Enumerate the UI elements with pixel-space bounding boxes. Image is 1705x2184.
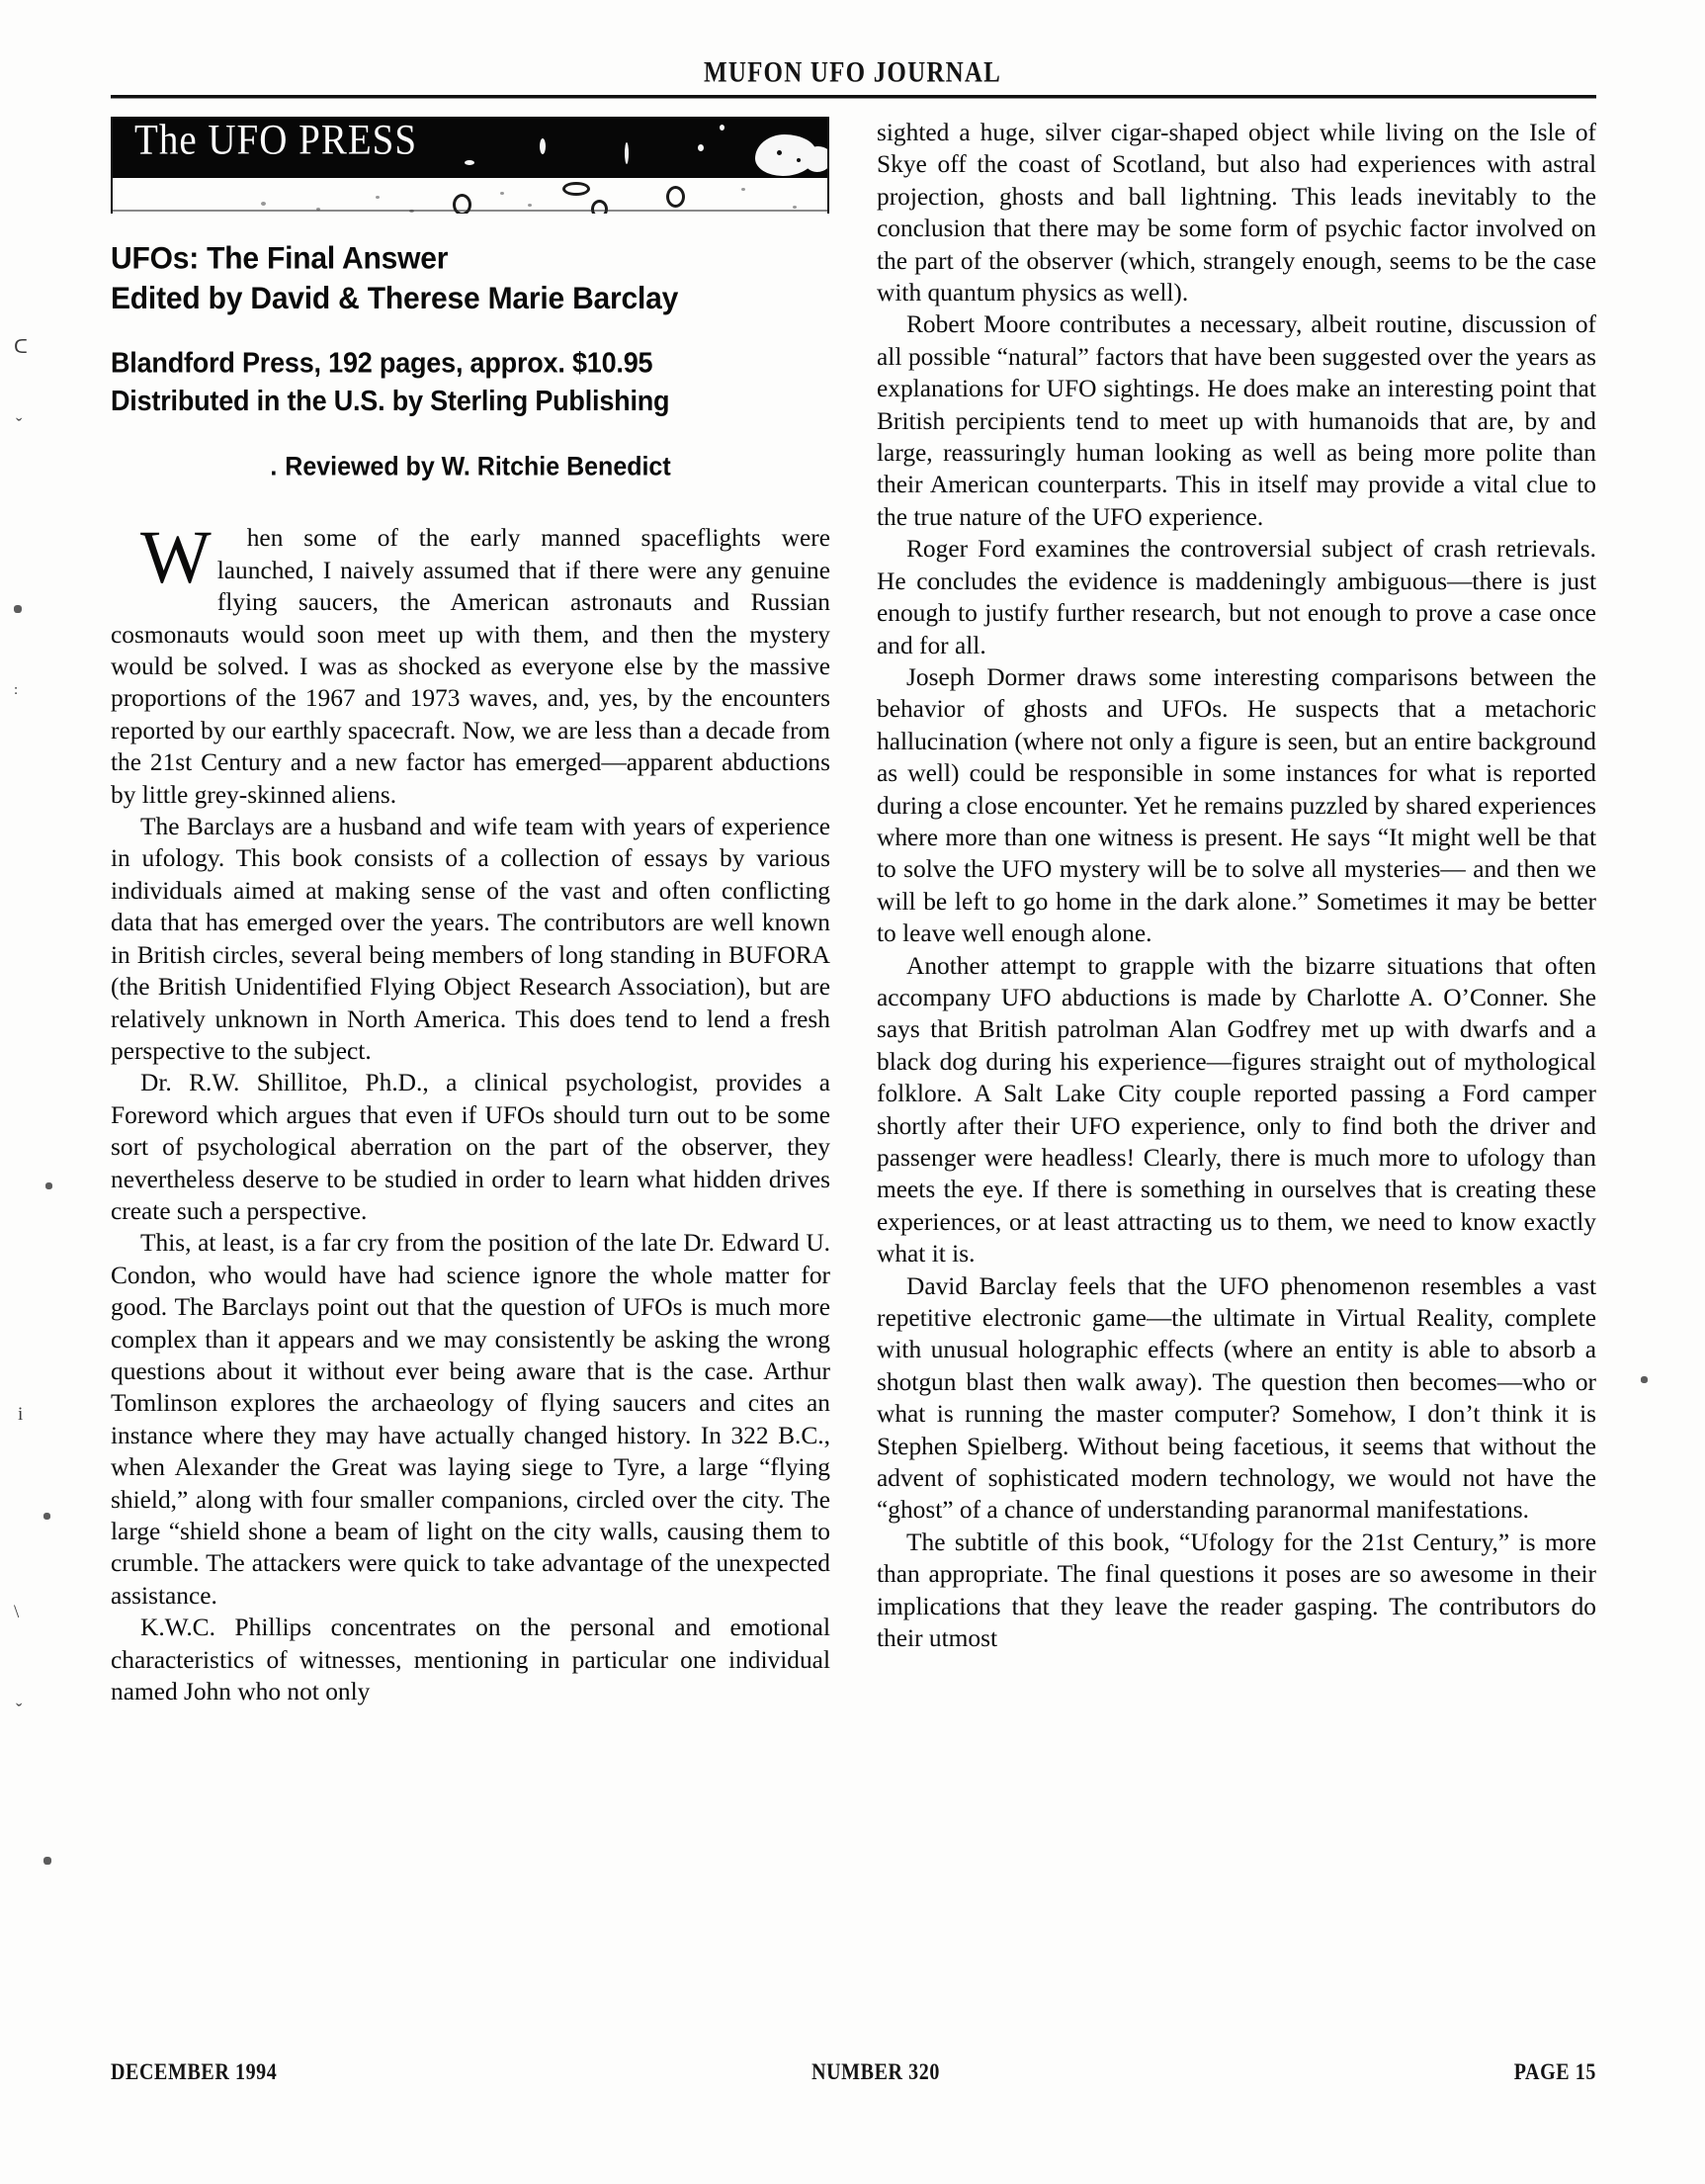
drop-cap: W (140, 516, 212, 600)
footer-page-number: PAGE 15 (1513, 2059, 1596, 2085)
masthead-speck (741, 188, 745, 191)
scan-artifact-dot (43, 1513, 50, 1520)
book-reviewer-credit (111, 450, 830, 483)
page-footer (111, 2059, 1596, 2086)
masthead-fleck (698, 144, 704, 151)
scan-artifact-mark: ˇ (16, 415, 23, 436)
masthead-speck (261, 202, 266, 206)
masthead-saucer-blob (805, 146, 829, 172)
paragraph: K.W.C. Phillips concentrates on the personal and emotional characteristics of witnesses, mentioning in particular one individual named John who not only (111, 1614, 830, 1706)
paragraph-text: hen some of the early manned spaceflights were launched, I naively assumed that if there were any genuine flying saucers, the American astronauts and Russian cosmonauts would soon meet up with them, and then the mystery would be solved. I was as shocked as everyone else by the massive proportions of the 1967 and 1973 waves, and, yes, by the encounters reported by our earthly spacecraft. Now, we are less than a decade from the 21st Century and a new factor has emerged—apparent abductions by little grey-skinned aliens. (111, 524, 830, 809)
paragraph: The subtitle of this book, “Ufology for the 21st Century,” is more than appropriate. The final questions it poses are so awesome in their implications that they leave the reader gasping. The contributors do their utmost (877, 1528, 1596, 1653)
running-head: MUFON UFO JOURNAL (704, 56, 1001, 89)
paragraph: Roger Ford examines the controversial subject of crash retrievals. He concludes the evidence is maddeningly ambiguous—there is just enough to justify further research, but not enough to prove a case once and for all. (877, 535, 1596, 659)
masthead-speck (793, 206, 797, 209)
left-column (111, 117, 830, 1707)
header-rule (111, 95, 1596, 98)
masthead-bottom-rule (113, 210, 829, 212)
scan-artifact-mark: \ (14, 1602, 20, 1622)
ufo-press-masthead (111, 117, 829, 214)
book-publisher-info (111, 344, 830, 419)
paragraph: The Barclays are a husband and wife team with years of experience in ufology. This book consists of a collection of essays by various individuals aimed at making sense of the vast and often conflicting data that has emerged over the years. The contributors are well known in British circles, several being members of long standing in BUFORA (the British Unidentified Flying Object Research Association), but are relatively unknown in North America. This does tend to lend a fresh perspective to the subject. (111, 813, 830, 1065)
saucer-icon (562, 182, 590, 196)
paragraph: David Barclay feels that the UFO phenomenon resembles a vast repetitive electronic game—the ultimate in Virtual Reality, complete with unusual holographic effects (where an entity is able to absorb a shotgun blast then walk away). The question then becomes—who or what is running the master computer? Somehow, I don’t think it is Stephen Spielberg. Without being facetious, it seems that without the advent of sophisticated modern technology, we would not have the “ghost” of a chance of understanding paranormal manifestations. (877, 1271, 1596, 1525)
book-publisher-line2: Distributed in the U.S. by Sterling Publishing (111, 385, 670, 417)
reviewer-name: Reviewed by W. Ritchie Benedict (285, 452, 671, 481)
saucer-icon (666, 186, 685, 208)
paragraph: Dr. R.W. Shillitoe, Ph.D., a clinical psychologist, provides a Foreword which argues that even if UFOs should turn out to be some sort of psychological aberration on the part of the observer, they nevertheless deserve to be studied in order to learn what hidden drives create such a perspective. (111, 1069, 830, 1225)
scan-artifact-dot (45, 1182, 52, 1189)
masthead-title: The UFO PRESS (134, 117, 418, 164)
paragraph (111, 516, 830, 811)
masthead-speck (500, 192, 504, 195)
scan-artifact-mark: ˇ (16, 1701, 23, 1721)
book-title-line2: Edited by David & Therese Marie Barclay (111, 281, 679, 316)
paragraph: sighted a huge, silver cigar-shaped object while living on the Isle of Skye off the coast of Scotland, but also had experiences with astral projection, ghosts and ball lightning. This leads inevitably to the conclusion that there may be some form of psychic factor involved on the part of the observer (which, strangely enough, seems to be the case with quantum physics as well). (877, 119, 1596, 307)
masthead-fleck (797, 158, 801, 162)
masthead-fleck (465, 160, 474, 165)
right-column (877, 117, 1596, 1655)
masthead-fleck (625, 142, 629, 164)
masthead-fleck (720, 125, 725, 131)
masthead-fleck (540, 138, 546, 154)
scan-artifact-mark: i (18, 1404, 24, 1425)
footer-issue-number: NUMBER 320 (811, 2059, 940, 2085)
scan-artifact-dot (14, 605, 22, 613)
scan-artifact-dot (1641, 1376, 1648, 1383)
paragraph: Joseph Dormer draws some interesting comparisons between the behavior of ghosts and UFOs. He suspects that a metachoric hallucination (where not only a figure is seen, but an entire background as well) could be responsible in some instances for what is reported during a close encounter. Yet he remains puzzled by shared experiences where more than one witness is present. He says “It might well be that to solve the UFO mystery will be to solve all mysteries— and then we will be left to go home in the dark alone.” Sometimes it may be better to leave well enough alone. (877, 662, 1596, 948)
reviewer-lead-dot: . (270, 452, 286, 481)
book-title-line1: UFOs: The Final Answer (111, 241, 449, 277)
paragraph: This, at least, is a far cry from the position of the late Dr. Edward U. Condon, who would have had science ignore the whole matter for good. The Barclays point out that the question of UFOs is much more complex than it appears and we may consistently be asking the wrong questions about it without ever being aware that is the case. Arthur Tomlinson explores the archaeology of flying saucers and cites an instance where they may have actually changed history. In 322 B.C., when Alexander the Great was laying siege to Tyre, a large “flying shield,” along with four smaller companions, circled over the city. The large “shield shone a beam of light on the city walls, causing them to crumble. The attackers were quick to take advantage of the unexpected assistance. (111, 1229, 830, 1610)
masthead-fleck (777, 150, 782, 155)
scan-artifact-mark: ᑕ (14, 337, 28, 358)
book-title (111, 239, 830, 319)
paragraph: Another attempt to grapple with the bizarre situations that often accompany UFO abductions is made by Charlotte A. O’Conner. She says that British patrolman Alan Godfrey met up with dwarfs and a black dog during his experience—figures straight out of mythological folklore. A Salt Lake City couple reported passing a Ford camper shortly after their UFO experience, only to find both the driver and passenger were headless! Clearly, there is much more to ufology than meets the eye. If there is something in ourselves that is creating these experiences, or at least attracting us to them, we need to know exactly what it is. (877, 951, 1596, 1268)
paragraph: Robert Moore contributes a necessary, albeit routine, discussion of all possible “natural” factors that have been suggested over the years as explanations for UFO sightings. He does make an interesting point that British percipients tend to meet up with humanoids that are, by and large, reassuringly human looking as well as being more polite than their American counterparts. This in itself may provide a vital clue to the true nature of the UFO experience. (877, 310, 1596, 531)
scan-artifact-mark: : (14, 682, 19, 698)
masthead-speck (376, 196, 380, 199)
scan-artifact-dot (43, 1857, 51, 1865)
footer-issue-date: DECEMBER 1994 (111, 2059, 278, 2085)
book-publisher-line1: Blandford Press, 192 pages, approx. $10.95 (111, 347, 653, 379)
masthead-speck (528, 204, 532, 207)
